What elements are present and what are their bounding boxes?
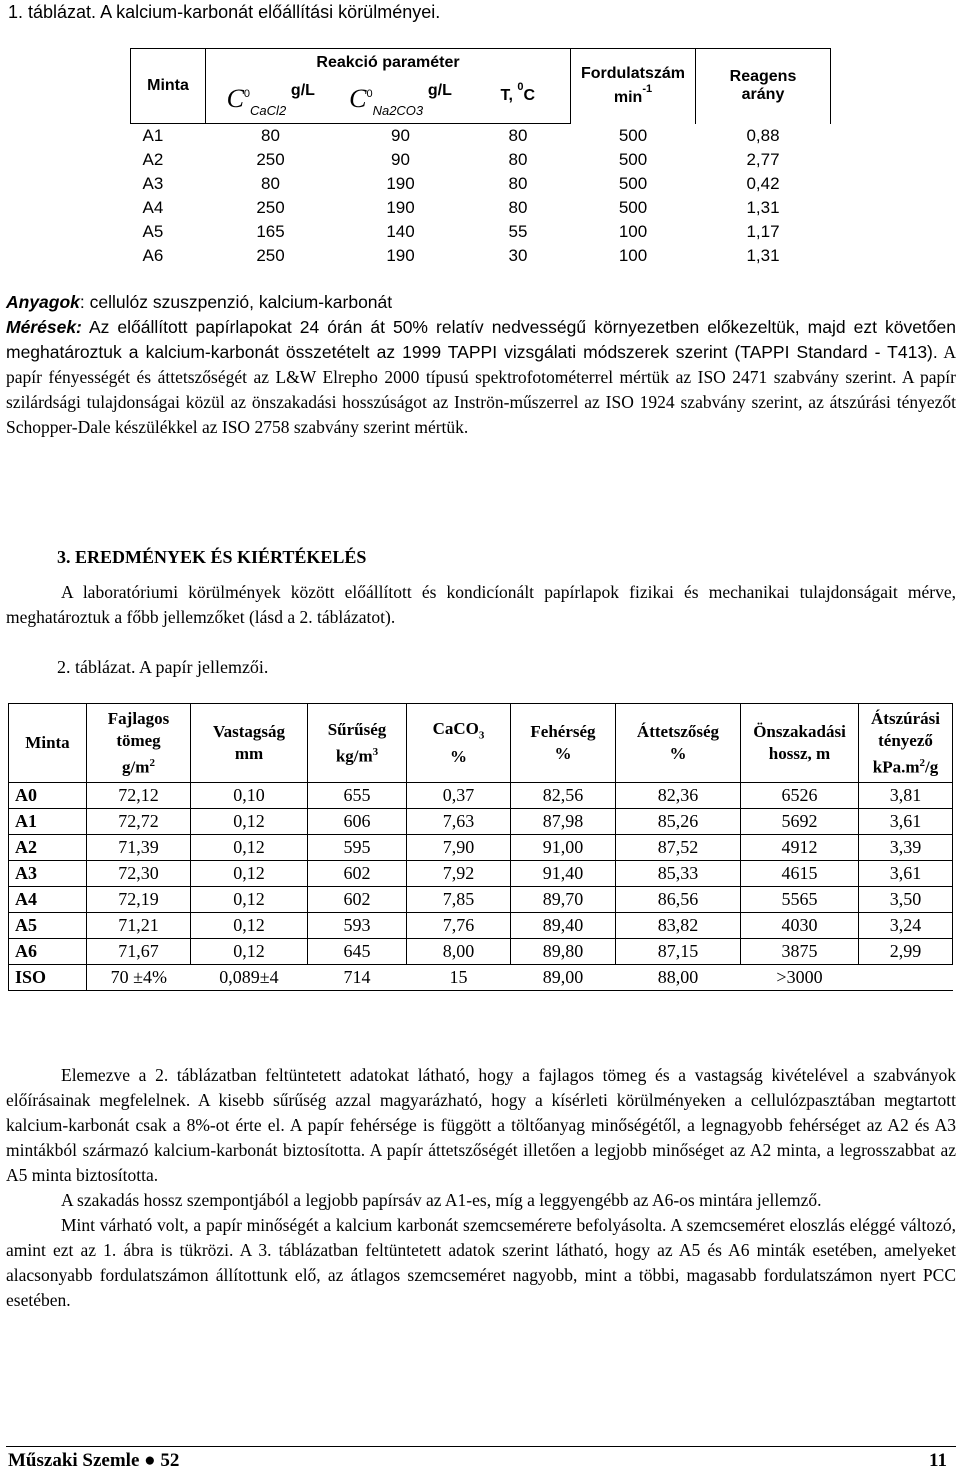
table1-cell: 90 (391, 150, 410, 169)
table2-row-label: A3 (9, 861, 87, 887)
table1-row (131, 172, 831, 196)
t1-header-minta: Minta (131, 49, 206, 124)
table2-header-line2: tömeg (116, 730, 161, 750)
table2-cell: >3000 (741, 965, 859, 991)
meresek-text2: A papír fényességét és áttetszőségét az L&W Elrepho 2000 típusú spektrofotométerrel mértük az ISO 2471 szabvány szerint. A papír szilárdsági tulajdonságai közül az önszakadási hosszúságot az Inströn-műszerrel az ISO 1924 szabvány szerint, az átszúrási tényezőt Schopper-Dale készülékkel az ISO 2758 szabvány szerint mértük. (6, 342, 956, 437)
t1-c-symbol: C (226, 84, 244, 113)
table2-cell: 606 (308, 809, 407, 835)
table1-row (131, 244, 831, 268)
table2-cell: 7,90 (407, 835, 511, 861)
table2-cell: 71,67 (87, 939, 191, 965)
discussion (6, 1063, 956, 1313)
table2-cell: 8,00 (407, 939, 511, 965)
table2-cell: 0,12 (191, 861, 308, 887)
footer-journal-name: Műszaki Szemle (8, 1450, 140, 1471)
table2-header (191, 704, 308, 783)
table2-header-line1: CaCO (432, 718, 479, 738)
materials-paragraph (6, 290, 956, 440)
table2-header-line1: Vastagság (212, 722, 286, 741)
table2-header-line1: Fajlagos (107, 708, 170, 728)
table1-cell: 100 (618, 222, 648, 241)
table2-header (9, 704, 87, 783)
table1-cell: 2,77 (746, 150, 780, 169)
table2-row-label: A2 (9, 835, 87, 861)
footer-issue: 52 (160, 1450, 180, 1471)
discussion-p3: Mint várható volt, a papír minőségét a kalcium karbonát szemcseméreте befolyásolta. A szemcseméret eloszlás eléggé változó, amint ezt az 1. ábra is tükrözi. A 3. táblázatban feltüntetett adatok szerint látható, hogy az A5 és A6 minták esetében, amelyeket alacsonyabb fordulatszámon állítottunk elő, az átlagos szemcseméret nagyobb, mint a többi, magasabb fordulatszámon nyert PCC esetében. (6, 1215, 956, 1310)
table1-cell: 250 (256, 246, 285, 265)
table2-cell: 70 ±4% (87, 965, 191, 991)
table2-header (308, 704, 407, 783)
table2-header-line2: % (554, 744, 572, 763)
table1-row-label: A6 (142, 246, 164, 265)
table2-cell: 7,76 (407, 913, 511, 939)
table1 (130, 48, 831, 268)
table2-cell: 2,99 (859, 939, 953, 965)
table2-cell: 602 (308, 861, 407, 887)
t1-header-cacl2 (206, 77, 336, 124)
table2-cell: 6526 (741, 783, 859, 809)
table2-header-line1: Fehérség (530, 722, 596, 741)
t1-cacl2-sub-text: CaCl (250, 103, 279, 118)
table2-header-sub: 3 (478, 729, 485, 742)
table2-header-line2: kg/m (335, 746, 373, 766)
t1-temp-sup: 0 (517, 81, 524, 93)
table1-cell: 140 (386, 222, 415, 241)
table2-header (511, 704, 616, 783)
table2-row (9, 835, 953, 861)
table2-cell: 655 (308, 783, 407, 809)
table2-header-line2: % (450, 747, 467, 767)
table1-cell: 500 (618, 150, 648, 169)
table2-cell: 3875 (741, 939, 859, 965)
table2-cell: 88,00 (616, 965, 741, 991)
table1-cell: 80 (261, 126, 280, 145)
table2-cell: 82,36 (616, 783, 741, 809)
table2-cell: 72,72 (87, 809, 191, 835)
table1-cell: 90 (391, 126, 410, 145)
table2-cell: 0,12 (191, 939, 308, 965)
table2-cell: 593 (308, 913, 407, 939)
table2-cell: 3,39 (859, 835, 953, 861)
t1-na-n: 2 (389, 103, 397, 118)
table2-cell: 85,26 (616, 809, 741, 835)
table2-cell: 0,10 (191, 783, 308, 809)
table2-header-line2: tényező (878, 730, 933, 750)
table2-header-line2: mm (234, 744, 264, 763)
table2-row-label: ISO (9, 965, 87, 991)
table1-cell: 190 (386, 174, 415, 193)
t1-na-text: Na (372, 103, 390, 118)
table2-cell: 0,089±4 (191, 965, 308, 991)
table1-cell: 80 (508, 174, 528, 193)
table2-cell: 0,12 (191, 809, 308, 835)
table2-cell: 7,85 (407, 887, 511, 913)
t1-header-na2co3 (336, 77, 466, 124)
table2-row (9, 809, 953, 835)
table2-cell: 3,50 (859, 887, 953, 913)
table2-header-sup: 3 (372, 745, 379, 758)
discussion-p1: Elemezve a 2. táblázatban feltüntetett adatokat látható, hogy a fajlagos tömeg és a vastagság kivételével a szabványok előírásainak megfelelnek. A kisebb sűrűség azzal magyarázható, hogy a kísérleti körülményeken a cellulózpasztában megtartott kalcium-karbonát csak a 8%-ot érte el. A papír fehérsége is függött a töltőanyag minőségétől, a legnagyobb fehérséget az A2 és A3 mintákból származó kalcium-karbonát biztosította. A papír áttetszőségét illetően a legjobb minőséget az A2 minta, a legrosszabbat az A5 minta biztosította. (6, 1065, 956, 1185)
table2-row (9, 887, 953, 913)
table2-cell: 71,39 (87, 835, 191, 861)
table2-row (9, 913, 953, 939)
table2-cell: 83,82 (616, 913, 741, 939)
table1-row-label: A5 (142, 222, 164, 241)
table1-cell: 80 (261, 174, 280, 193)
table1-cell: 80 (508, 150, 528, 169)
table1-cell: 100 (618, 246, 648, 265)
table2-cell: 82,56 (511, 783, 616, 809)
t1-header-fordulat (571, 49, 696, 124)
table2 (8, 703, 953, 991)
t1-arany-label: arány (741, 86, 785, 104)
table2-row-label: A6 (9, 939, 87, 965)
meresek-label: Mérések: (6, 317, 82, 337)
t1-na2co3-unit: g/L (427, 82, 452, 99)
table1-row-label: A3 (142, 174, 164, 193)
table2-cell: 5565 (741, 887, 859, 913)
table2-cell: 645 (308, 939, 407, 965)
table1-row-label: A1 (142, 126, 164, 145)
table2-cell: 3,61 (859, 809, 953, 835)
table2-header-line3: kPa.m (872, 757, 920, 777)
table2-header-line1: Önszakadási (753, 722, 846, 741)
t1-header-reakcio: Reakció paraméter (206, 49, 571, 78)
footer-bullet: ● (144, 1450, 156, 1471)
t1-cacl2-unit: g/L (290, 82, 315, 99)
table1-cell: 55 (508, 222, 528, 241)
table2-cell: 72,19 (87, 887, 191, 913)
table2-cell: 602 (308, 887, 407, 913)
section-heading: 3. EREDMÉNYEK ÉS KIÉRTÉKELÉS (57, 547, 367, 567)
anyagok-label: Anyagok (6, 292, 80, 312)
footer-rule (6, 1446, 956, 1447)
t1-fordulat-sup: -1 (642, 83, 653, 96)
table2-cell: 85,33 (616, 861, 741, 887)
table2-row (9, 939, 953, 965)
table2-cell: 5692 (741, 809, 859, 835)
table2-cell: 87,52 (616, 835, 741, 861)
discussion-p2: A szakadás hossz szempontjából a legjobb papírsáv az A1-es, míg a leggyengébb az A6-os mintára jellemző. (61, 1190, 822, 1210)
table2-cell: 4912 (741, 835, 859, 861)
t1-c-sup: 0 (243, 88, 251, 100)
table2-row (9, 861, 953, 887)
table2-cell: 595 (308, 835, 407, 861)
table2-header (859, 704, 953, 783)
t1-reagens-label: Reagens (729, 68, 797, 86)
table1-cell: 500 (618, 174, 648, 193)
table1-row (131, 196, 831, 220)
table2-cell: 15 (407, 965, 511, 991)
results-intro: A laboratóriumi körülmények között előállított és kondicíonált papírlapok fizikai és mechanikai tulajdonságait mérve, meghatároztuk a főbb jellemzőket (lásd a 2. táblázatot). (6, 582, 956, 627)
table2-header-line2: hossz, m (768, 744, 831, 763)
table2-header-line1: Minta (25, 733, 70, 752)
table1-cell: 1,17 (746, 222, 780, 241)
footer-journal (8, 1450, 179, 1472)
table2-header-line2: % (669, 744, 687, 763)
table2-cell: 0,37 (407, 783, 511, 809)
table2-cell: 72,12 (87, 783, 191, 809)
table2-row-label: A5 (9, 913, 87, 939)
anyagok-text: : cellulóz szuszpenzió, kalcium-karbonát (79, 292, 393, 312)
table2-header-line1: Átszúrási (871, 708, 940, 728)
table2-cell: 3,81 (859, 783, 953, 809)
table2-cell: 86,56 (616, 887, 741, 913)
table2-cell: 72,30 (87, 861, 191, 887)
table2-cell (859, 965, 953, 991)
table2-row-label: A4 (9, 887, 87, 913)
table2-header-line1: Áttetszőség (636, 722, 720, 741)
table2-cell: 89,80 (511, 939, 616, 965)
table2-cell: 7,63 (407, 809, 511, 835)
table2-cell: 3,24 (859, 913, 953, 939)
table1-cell: 500 (618, 198, 648, 217)
table1-cell: 250 (256, 150, 285, 169)
table1-cell: 190 (386, 246, 415, 265)
table2-cell: 87,98 (511, 809, 616, 835)
table1-cell: 1,31 (746, 198, 780, 217)
table2-cell: 7,92 (407, 861, 511, 887)
table1-caption: 1. táblázat. A kalcium-karbonát előállítási körülményei. (8, 2, 441, 22)
table1-row-label: A4 (142, 198, 164, 217)
table2-cell: 0,12 (191, 835, 308, 861)
table2-header-sup: 2 (149, 756, 155, 769)
table2-header-sup: 2 (919, 756, 925, 769)
table2-cell: 89,70 (511, 887, 616, 913)
t1-c-sup-2: 0 (366, 88, 373, 100)
table1-row (131, 124, 831, 149)
table2-header-line3b: /g (925, 757, 939, 777)
table2-row-label: A1 (9, 809, 87, 835)
table1-row (131, 220, 831, 244)
t1-cacl2-sub (250, 103, 286, 118)
table1-cell: 80 (508, 198, 528, 217)
t1-fordulat-unit-text: min (613, 89, 643, 107)
table1-cell: 1,31 (746, 246, 780, 265)
table2-header-line3: g/m (122, 757, 150, 777)
table2-cell: 89,00 (511, 965, 616, 991)
table2-row-label: A0 (9, 783, 87, 809)
table1-row (131, 148, 831, 172)
table2-cell: 91,00 (511, 835, 616, 861)
t1-c-symbol-2: C (349, 84, 367, 113)
table2-cell: 91,40 (511, 861, 616, 887)
table2-cell: 0,12 (191, 913, 308, 939)
table2-header (87, 704, 191, 783)
table2-cell: 4615 (741, 861, 859, 887)
table1-cell: 190 (386, 198, 415, 217)
t1-fordulat-label: Fordulatszám (580, 65, 685, 83)
t1-temp-label: T, (500, 87, 518, 104)
t1-temp-unit: C (523, 87, 536, 104)
table1-cell: 165 (256, 222, 285, 241)
table2-cell: 87,15 (616, 939, 741, 965)
t1-header-temp (466, 77, 571, 124)
footer-page-number: 11 (929, 1450, 947, 1471)
table1-row-label: A2 (142, 150, 164, 169)
t1-cacl2-sub-n: 2 (278, 103, 287, 118)
table1-cell: 30 (508, 246, 528, 265)
table2-row (9, 783, 953, 809)
table1-cell: 0,88 (746, 125, 780, 145)
table2-cell: 71,21 (87, 913, 191, 939)
t1-fordulat-unit (571, 83, 695, 107)
table1-cell: 250 (256, 198, 285, 217)
table2-cell: 3,61 (859, 861, 953, 887)
table2-header (741, 704, 859, 783)
table2-header-line1: Sűrűség (327, 719, 387, 739)
t1-co-n: 3 (415, 103, 424, 118)
table1-cell: 500 (618, 125, 648, 145)
table2-cell: 714 (308, 965, 407, 991)
table1-cell: 80 (508, 126, 528, 145)
table2-cell: 0,12 (191, 887, 308, 913)
table2-caption: 2. táblázat. A papír jellemzői. (57, 657, 269, 677)
table2-row (9, 965, 953, 991)
table2-cell: 89,40 (511, 913, 616, 939)
table2-cell: 4030 (741, 913, 859, 939)
t1-na2co3-sub (373, 103, 424, 118)
table2-header (407, 704, 511, 783)
meresek-text: Az előállított papírlapokat 24 órán át 50% relatív nedvességű környezetben előkezeltük, majd ezt követően meghatároztuk a kalcium-karbonát összetételt az 1999 TAPPI vizsgálati módszerek szerint (TAPPI Standard - T413). (6, 317, 956, 362)
table2-header (616, 704, 741, 783)
t1-co-text: CO (396, 103, 416, 118)
table1-cell: 0,42 (746, 174, 780, 193)
t1-header-reagens (696, 49, 831, 124)
